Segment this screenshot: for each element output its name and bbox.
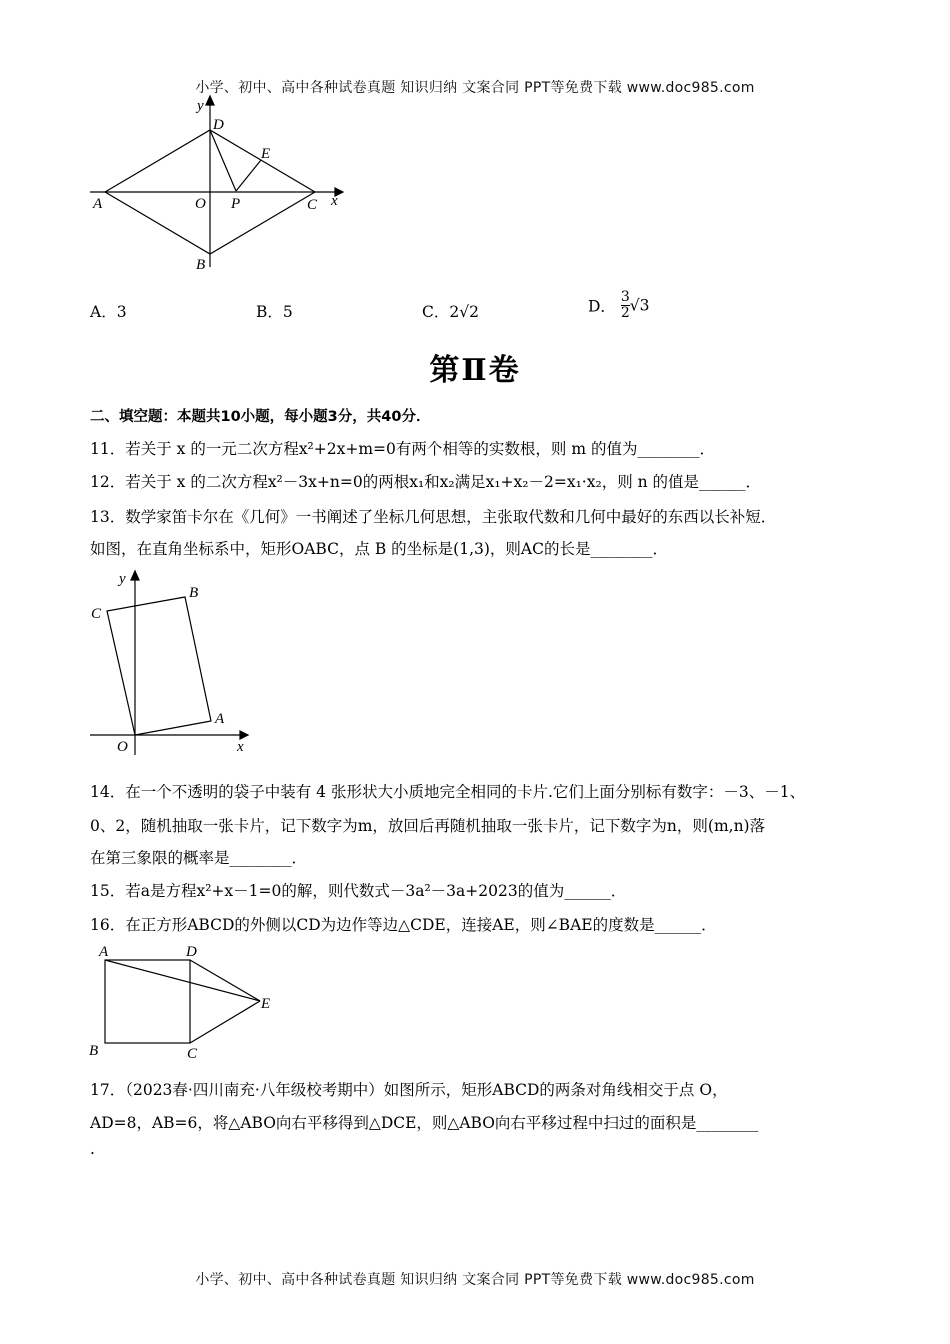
segment-ae <box>105 960 260 1001</box>
option-c <box>422 300 479 322</box>
label-c: C <box>187 1046 198 1062</box>
label-b: B <box>189 585 199 601</box>
question-17-line-3: . <box>90 1140 95 1158</box>
label-d: D <box>186 944 197 960</box>
option-d <box>588 290 650 321</box>
square-triangle-figure <box>85 938 285 1063</box>
option-d-radical: √3 <box>629 296 650 315</box>
label-b: B <box>89 1043 99 1059</box>
section-heading: 二、填空题：本题共10小题，每小题3分，共40分． <box>90 409 431 425</box>
page-header: 小学、初中、高中各种试卷真题 知识归纳 文案合同 PPT等免费下载 www.doc985.com <box>195 80 755 96</box>
option-d-fraction <box>621 290 630 321</box>
label-a: A <box>93 196 103 212</box>
rhombus-figure <box>85 92 355 277</box>
label-a: A <box>99 944 109 960</box>
label-o: O <box>117 739 128 755</box>
rectangle-oabc-figure <box>85 565 265 760</box>
question-13-line-2: 如图，在直角坐标系中，矩形OABC，点 B 的坐标是(1,3)，则AC的长是________． <box>90 540 668 558</box>
label-y: y <box>119 571 126 587</box>
label-c: C <box>307 197 318 213</box>
label-x: x <box>237 739 244 755</box>
label-e: E <box>261 146 271 162</box>
segment-dp <box>210 130 236 191</box>
question-14-line-2: 0、2，随机抽取一张卡片，记下数字为m，放回后再随机抽取一张卡片，记下数字为n，则(m,n)落 <box>90 817 766 835</box>
label-d: D <box>213 117 224 133</box>
question-16: 16．在正方形ABCD的外侧以CD为边作等边△CDE，连接AE，则∠BAE的度数是______． <box>90 916 717 934</box>
segment-de <box>190 960 260 1001</box>
y-axis-arrow <box>131 571 139 580</box>
question-17-line-1: 17．（2023春·四川南充·八年级校考期中）如图所示，矩形ABCD的两条对角线相交于点 O， <box>90 1081 728 1099</box>
question-13-line-1: 13．数学家笛卡尔在《几何》一书阐述了坐标几何思想，主张取代数和几何中最好的东西以长补短． <box>90 508 777 526</box>
option-b: B．5 <box>256 303 293 321</box>
segment-pe <box>236 160 261 191</box>
question-11: 11．若关于 x 的一元二次方程x²+2x+m=0有两个相等的实数根，则 m 的值为________． <box>90 440 715 458</box>
option-a: A．3 <box>90 303 127 321</box>
question-12: 12．若关于 x 的二次方程x²－3x+n=0的两根x₁和x₂满足x₁+x₂－2=x₁·x₂，则 n 的值是______． <box>90 473 762 491</box>
label-b: B <box>196 257 206 273</box>
segment-ce <box>190 1001 260 1043</box>
label-a: A <box>215 711 225 727</box>
label-o: O <box>195 196 206 212</box>
x-axis-arrow <box>240 731 248 739</box>
option-c-prefix: C．2 <box>422 303 460 321</box>
label-x: x <box>331 193 338 209</box>
question-14-line-1: 14．在一个不透明的袋子中装有 4 张形状大小质地完全相同的卡片.它们上面分别标有数字：－3、－1、 <box>90 783 806 801</box>
section-title: 第Ⅱ卷 <box>429 353 521 388</box>
label-c: C <box>91 606 102 622</box>
question-14-line-3: 在第三象限的概率是________． <box>90 849 308 867</box>
question-15: 15．若a是方程x²+x－1=0的解，则代数式－3a²－3a+2023的值为______． <box>90 882 627 900</box>
y-axis-arrow <box>206 96 214 105</box>
label-e: E <box>261 996 271 1012</box>
page-footer: 小学、初中、高中各种试卷真题 知识归纳 文案合同 PPT等免费下载 www.doc985.com <box>195 1272 755 1288</box>
option-d-denominator: 2 <box>620 305 630 321</box>
label-p: P <box>231 196 241 212</box>
option-d-numerator: 3 <box>620 289 630 305</box>
option-d-prefix: D． <box>588 297 616 316</box>
option-c-radical: √2 <box>459 303 479 321</box>
question-17-line-2: AD=8，AB=6，将△ABO向右平移得到△DCE，则△ABO向右平移过程中扫过的面积是________ <box>90 1114 759 1132</box>
rectangle-oabc <box>107 597 211 735</box>
square-abcd <box>105 960 190 1043</box>
label-y: y <box>197 98 204 114</box>
